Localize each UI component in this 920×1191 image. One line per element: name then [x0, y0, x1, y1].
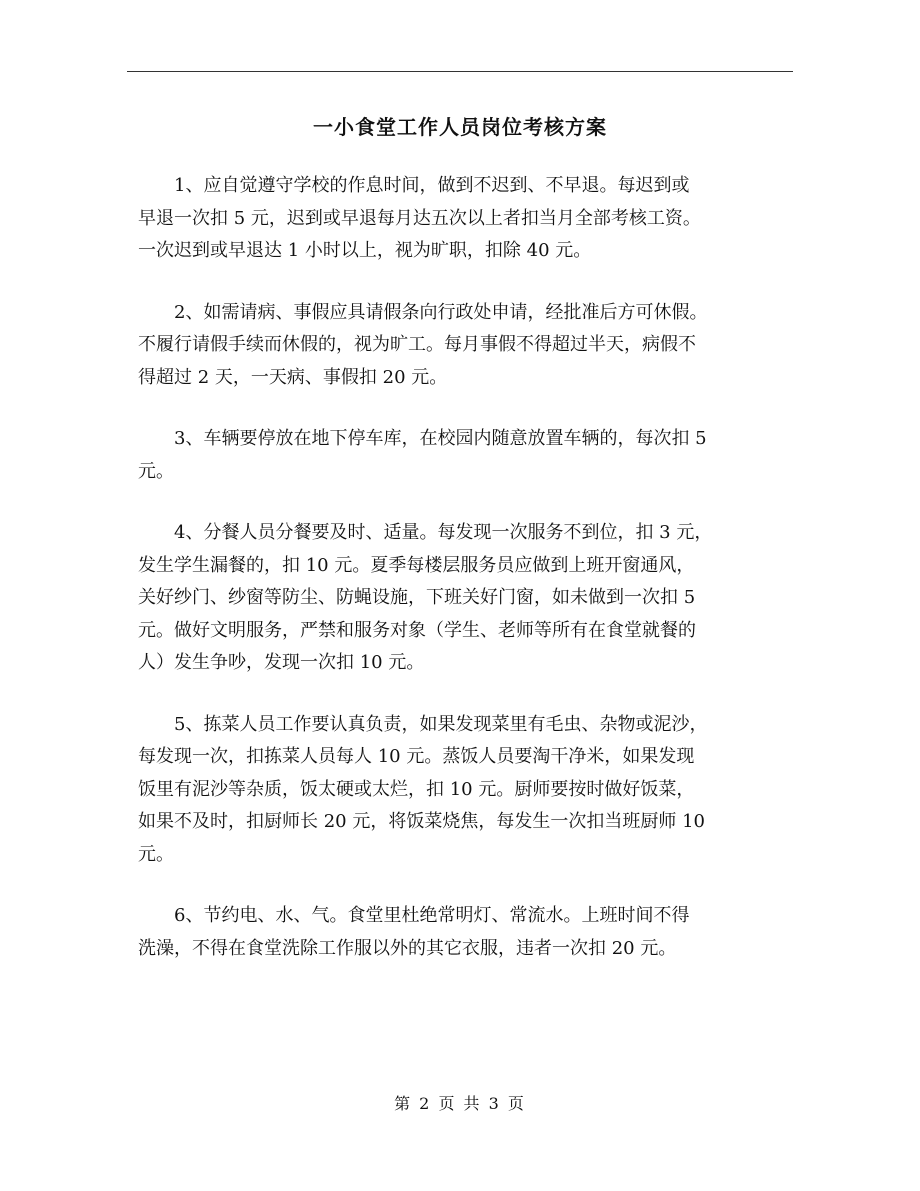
paragraph-4 [138, 517, 798, 680]
paragraph-line: 6、节约电、水、气。食堂里杜绝常明灯、常流水。上班时间不得 [174, 905, 690, 926]
paragraph-line: 不履行请假手续而休假的，视为旷工。每月事假不得超过半天，病假不 [138, 334, 696, 355]
paragraph-line: 1、应自觉遵守学校的作息时间，做到不迟到、不早退。每迟到或 [174, 175, 690, 196]
paragraph-line: 元。 [138, 460, 174, 482]
paragraph-5 [138, 709, 798, 872]
paragraph-line: 一次迟到或早退达 1 小时以上，视为旷职，扣除 40 元。 [138, 240, 592, 261]
paragraph-line: 发生学生漏餐的，扣 10 元。夏季每楼层服务员应做到上班开窗通风， [138, 554, 695, 576]
page-number: 第 2 页 共 3 页 [394, 1094, 526, 1113]
paragraph-line: 2、如需请病、事假应具请假条向行政处申请，经批准后方可休假。 [174, 301, 708, 323]
paragraph-line: 得超过 2 天，一天病、事假扣 20 元。 [138, 366, 448, 388]
paragraph-line: 4、分餐人员分餐要及时、适量。每发现一次服务不到位，扣 3 元， [174, 522, 713, 543]
paragraph-line: 元。做好文明服务，严禁和服务对象（学生、老师等所有在食堂就餐的 [138, 619, 696, 641]
document-body [138, 170, 798, 994]
paragraph-line: 每发现一次，扣拣菜人员每人 10 元。蒸饭人员要淘干净米，如果发现 [138, 746, 695, 767]
document-title: 一小食堂工作人员岗位考核方案 [313, 115, 607, 139]
paragraph-1 [138, 170, 798, 268]
paragraph-3 [138, 423, 798, 488]
paragraph-line: 关好纱门、纱窗等防尘、防蝇设施，下班关好门窗，如未做到一次扣 5 [138, 587, 696, 608]
paragraph-line: 如果不及时，扣厨师长 20 元，将饭菜烧焦，每发生一次扣当班厨师 10 [138, 811, 705, 832]
paragraph-line: 饭里有泥沙等杂质，饭太硬或太烂，扣 10 元。厨师要按时做好饭菜， [138, 778, 695, 800]
paragraph-6 [138, 900, 798, 965]
paragraph-line: 3、车辆要停放在地下停车库，在校园内随意放置车辆的，每次扣 5 [174, 428, 707, 449]
paragraph-line: 5、拣菜人员工作要认真负责，如果发现菜里有毛虫、杂物或泥沙， [174, 713, 708, 735]
paragraph-line: 洗澡，不得在食堂洗除工作服以外的其它衣服，违者一次扣 20 元。 [138, 937, 677, 959]
paragraph-line: 人）发生争吵，发现一次扣 10 元。 [138, 652, 425, 673]
paragraph-2 [138, 297, 798, 395]
paragraph-line: 早退一次扣 5 元，迟到或早退每月达五次以上者扣当月全部考核工资。 [138, 207, 701, 229]
header-rule [127, 71, 793, 72]
paragraph-line: 元。 [138, 843, 174, 865]
